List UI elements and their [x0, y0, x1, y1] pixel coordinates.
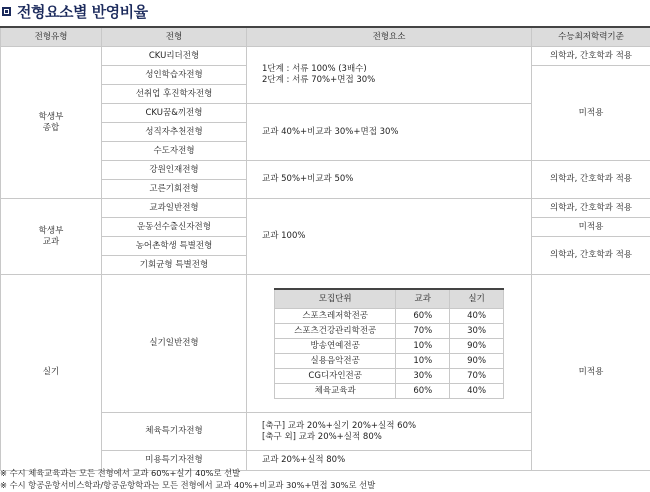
subject-ratio: 10% — [396, 354, 450, 369]
sub-header-subject: 교과 — [396, 289, 450, 309]
track-name: 실기일반전형 — [102, 275, 247, 413]
sub-row — [275, 369, 504, 384]
header-min-standard: 수능최저학력기준 — [532, 27, 650, 47]
group-practical: 실기 — [1, 275, 102, 471]
header-elements: 전형요소 — [247, 27, 532, 47]
track-name: 미용특기자전형 — [102, 451, 247, 471]
header-row — [1, 27, 650, 47]
track-name: 체육특기자전형 — [102, 413, 247, 451]
group-subject: 학생부 교과 — [1, 199, 102, 275]
unit-name: 체육교육과 — [275, 384, 396, 399]
subject-ratio: 10% — [396, 339, 450, 354]
sub-row — [275, 354, 504, 369]
track-name: 교과일반전형 — [102, 199, 247, 218]
practical-ratio: 90% — [450, 354, 504, 369]
track-name: CKU리더전형 — [102, 47, 247, 66]
track-name: 기회균형 특별전형 — [102, 256, 247, 275]
practical-ratio-table — [274, 288, 504, 399]
sub-row — [275, 384, 504, 399]
practical-ratio: 40% — [450, 309, 504, 324]
footnote: ※ 수시 항공운항서비스학과/항공운항학과는 모든 전형에서 교과 40%+비교과 30%+면접 30%로 선발 — [0, 480, 376, 490]
subject-ratio: 30% — [396, 369, 450, 384]
unit-name: 실용음악전공 — [275, 354, 396, 369]
title-text: 전형요소별 반영비율 — [17, 2, 148, 21]
min-standard-cell: 의학과, 간호학과 적용 — [532, 237, 650, 275]
min-standard-cell: 의학과, 간호학과 적용 — [532, 47, 650, 66]
track-name: 수도자전형 — [102, 142, 247, 161]
track-name: 강원인재전형 — [102, 161, 247, 180]
sub-header-row — [275, 289, 504, 309]
element-cell: 교과 50%+비교과 50% — [247, 161, 532, 199]
track-name: 성인학습자전형 — [102, 66, 247, 85]
track-name: 성직자추천전형 — [102, 123, 247, 142]
track-name: 고른기회전형 — [102, 180, 247, 199]
track-name: 운동선수출신자전형 — [102, 218, 247, 237]
table-row — [1, 199, 650, 218]
group-comprehensive: 학생부 종합 — [1, 47, 102, 199]
element-cell — [247, 275, 532, 413]
sub-header-practical: 실기 — [450, 289, 504, 309]
element-cell: 교과 40%+비교과 30%+면접 30% — [247, 104, 532, 161]
footnote: ※ 수시 체육교육과는 모든 전형에서 교과 60%+실기 40%로 선발 — [0, 468, 241, 478]
element-cell: 교과 100% — [247, 199, 532, 275]
sub-row — [275, 324, 504, 339]
sub-row — [275, 339, 504, 354]
element-cell: 1단계 : 서류 100% (3배수) 2단계 : 서류 70%+면접 30% — [247, 47, 532, 104]
min-standard-cell: 의학과, 간호학과 적용 — [532, 199, 650, 218]
unit-name: CG디자인전공 — [275, 369, 396, 384]
element-cell: [축구] 교과 20%+실기 20%+실적 60% [축구 외] 교과 20%+실적 80% — [247, 413, 532, 451]
practical-ratio: 90% — [450, 339, 504, 354]
table-row — [1, 275, 650, 413]
practical-ratio: 40% — [450, 384, 504, 399]
unit-name: 스포츠건강관리학전공 — [275, 324, 396, 339]
sub-row — [275, 309, 504, 324]
admission-ratio-table — [0, 26, 650, 471]
sub-header-unit: 모집단위 — [275, 289, 396, 309]
table-row — [1, 47, 650, 66]
practical-ratio: 30% — [450, 324, 504, 339]
subject-ratio: 60% — [396, 384, 450, 399]
header-type: 전형유형 — [1, 27, 102, 47]
unit-name: 스포츠레저학전공 — [275, 309, 396, 324]
track-name: 농어촌학생 특별전형 — [102, 237, 247, 256]
practical-ratio: 70% — [450, 369, 504, 384]
track-name: 선취업 후진학자전형 — [102, 85, 247, 104]
element-cell: 교과 20%+실적 80% — [247, 451, 532, 471]
page-title — [2, 0, 148, 22]
min-standard-cell: 미적용 — [532, 218, 650, 237]
min-standard-cell: 미적용 — [532, 66, 650, 161]
square-bullet-icon — [2, 7, 11, 16]
unit-name: 방송연예전공 — [275, 339, 396, 354]
subject-ratio: 60% — [396, 309, 450, 324]
min-standard-cell: 의학과, 간호학과 적용 — [532, 161, 650, 199]
subject-ratio: 70% — [396, 324, 450, 339]
min-standard-cell: 미적용 — [532, 275, 650, 471]
header-track: 전형 — [102, 27, 247, 47]
track-name: CKU꿈&끼전형 — [102, 104, 247, 123]
footnotes — [0, 467, 375, 491]
